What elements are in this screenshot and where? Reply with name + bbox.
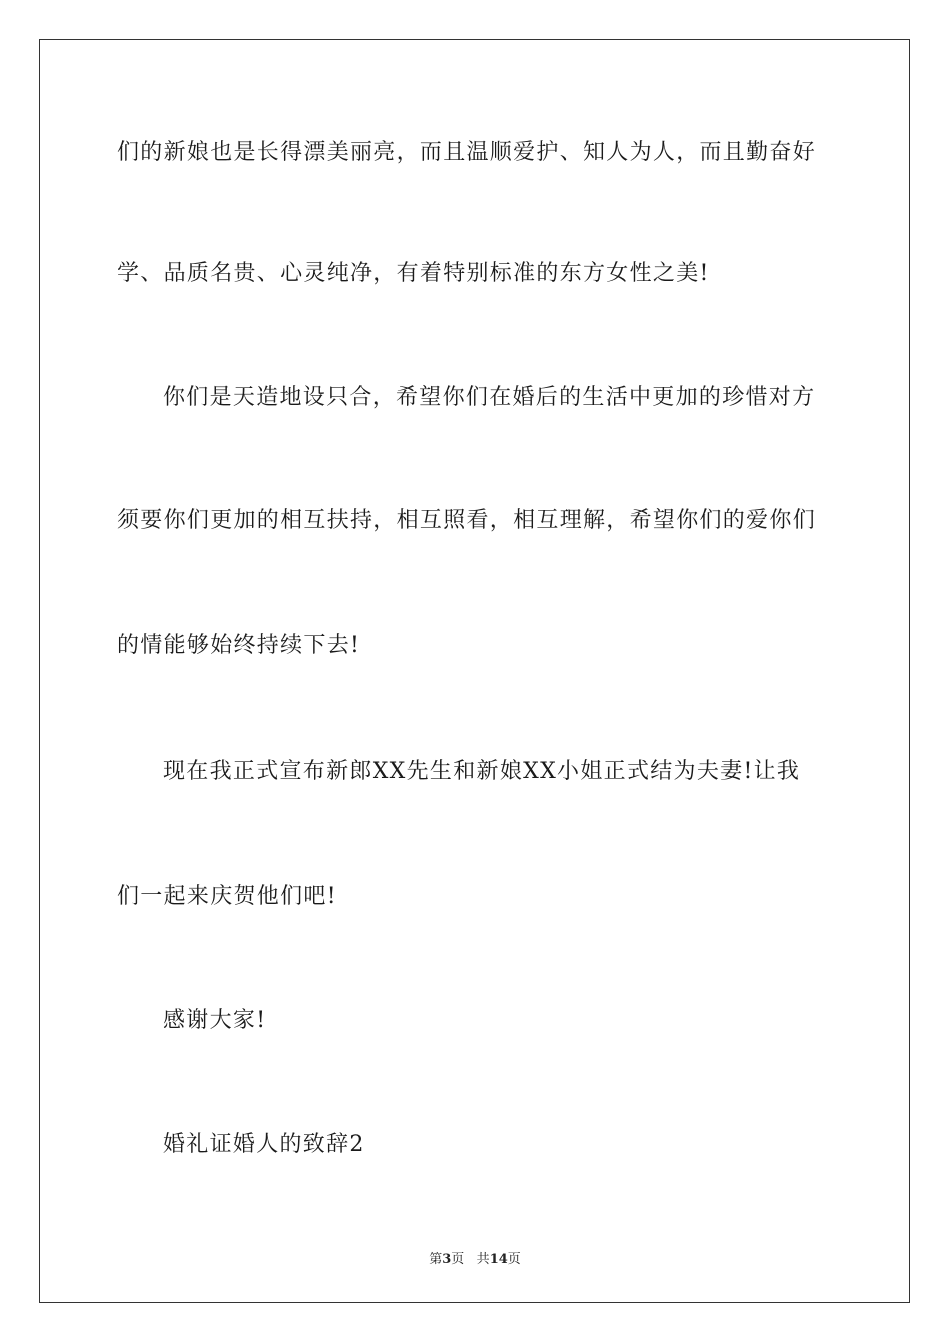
paragraph-line: 感谢大家! — [163, 1008, 267, 1033]
paragraph-line: 的情能够始终持续下去! — [117, 633, 361, 658]
footer-total-suffix: 页 — [507, 1252, 521, 1267]
paragraph-line: 须要你们更加的相互扶持，相互照看，相互理解，希望你们的爱你们 — [117, 508, 817, 533]
page-border — [39, 39, 910, 1303]
paragraph-line: 学、品质名贵、心灵纯净，有着特别标准的东方女性之美! — [117, 261, 710, 286]
paragraph-line: 们的新娘也是长得漂美丽亮，而且温顺爱护、知人为人，而且勤奋好 — [117, 140, 817, 165]
total-page-count: 14 — [489, 1252, 508, 1267]
paragraph-line: 现在我正式宣布新郎XX先生和新娘XX小姐正式结为夫妻!让我 — [163, 759, 801, 784]
footer-total-prefix: 共 — [476, 1252, 490, 1267]
footer-prefix: 第 — [429, 1252, 443, 1267]
current-page-number: 3 — [442, 1252, 452, 1267]
page-footer — [0, 1248, 950, 1267]
paragraph-line: 们一起来庆贺他们吧! — [117, 884, 337, 909]
footer-page-suffix: 页 — [451, 1252, 465, 1267]
paragraph-line: 你们是天造地设只合，希望你们在婚后的生活中更加的珍惜对方 — [163, 385, 816, 410]
section-heading: 婚礼证婚人的致辞2 — [163, 1132, 365, 1157]
